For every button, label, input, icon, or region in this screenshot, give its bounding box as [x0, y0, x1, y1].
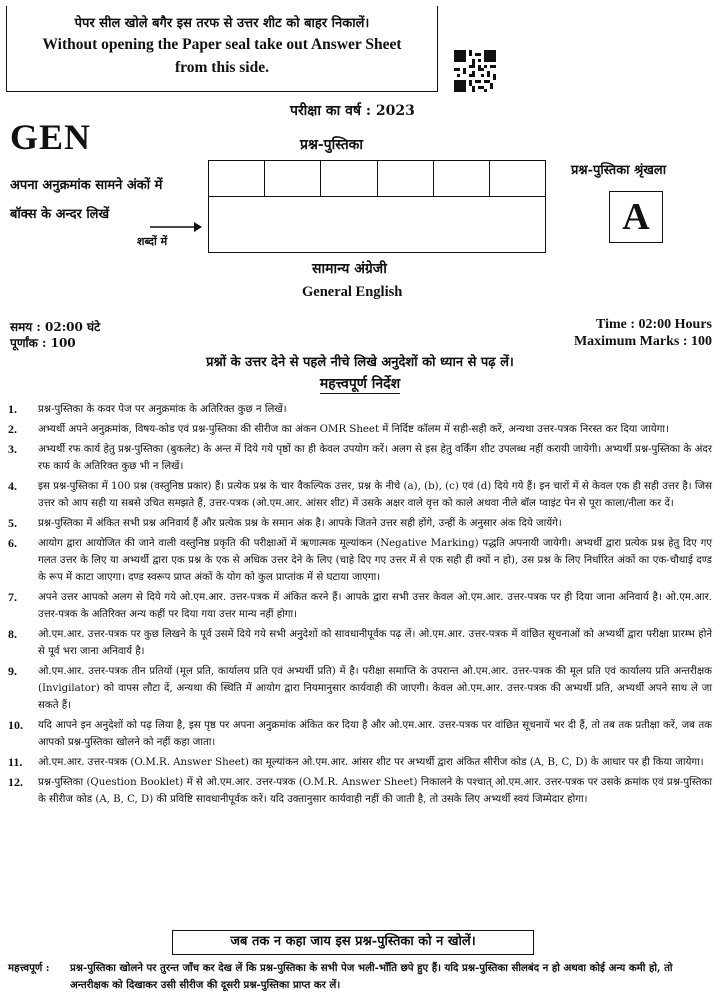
item-number: 2.: [8, 422, 17, 436]
item-number: 5.: [8, 516, 17, 530]
item-number: 12.: [8, 775, 23, 789]
roll-digit-box[interactable]: [434, 161, 490, 196]
seal-instruction-box: [6, 6, 438, 92]
item-number: 7.: [8, 590, 17, 604]
time-english: Time : 02:00 Hours: [595, 317, 712, 332]
roll-digit-box[interactable]: [209, 161, 265, 196]
important-heading: [0, 374, 720, 393]
seal-english-line1: Without opening the Paper seal take out Answer Sheet: [42, 36, 402, 53]
list-item: [8, 774, 712, 808]
roll-number-digit-boxes[interactable]: [208, 160, 546, 197]
list-item: [8, 754, 712, 771]
list-item: [8, 421, 712, 438]
in-words-label: शब्दों में: [137, 235, 168, 248]
item-text: प्रश्न-पुस्तिका के कवर पेज पर अनुक्रमांक के अतिरिक्त कुछ न लिखें।: [38, 404, 287, 415]
booklet-series-label: प्रश्न-पुस्तिका श्रृंखला: [571, 163, 667, 178]
roll-digit-box[interactable]: [321, 161, 377, 196]
marks-english: Maximum Marks : 100: [573, 334, 712, 349]
roll-number-instruction: [10, 171, 162, 229]
marks-hindi: पूर्णांक : 100: [10, 336, 76, 350]
item-text: ओ.एम.आर. उत्तर-पत्रक तीन प्रतियों (मूल प्रति, कार्यालय प्रति एवं अभ्यर्थी प्रति) में है। परीक्षा समाप्ति के उपरान्त ओ.एम.आर. उत्तर-पत्रक की मूल प्रति एवं कार्यालय प्रति अन्तरीक्षक (Invigilator) को वापस लौटा दें, अन्यथा की स्थिति में आयोग द्वारा नियमानुसार कार्यवाही की जाएगी। केवल ओ.एम.आर. उत्तर-पत्रक की अभ्यर्थी प्रति, अभ्यर्थी अपने साथ ले जा सकते हैं।: [38, 666, 712, 711]
roll-instruction-line2: बॉक्स के अन्दर लिखें: [10, 207, 110, 222]
paper-code: GEN: [10, 117, 92, 157]
list-item: [8, 589, 712, 623]
item-number: 10.: [8, 718, 23, 732]
time-marks-hindi: [10, 319, 100, 351]
note-label: महत्त्वपूर्ण :: [8, 962, 50, 974]
list-item: [8, 535, 712, 586]
arrow-right-icon: [150, 222, 202, 232]
item-number: 1.: [8, 402, 17, 416]
item-text: प्रश्न-पुस्तिका में अंकित सभी प्रश्न अनिवार्य हैं और प्रत्येक प्रश्न के समान अंक है। आपके जितने उत्तर सही होंगे, उन्हीं के अनुसार अंक दिये जायेंगे।: [38, 518, 562, 529]
list-item: [8, 663, 712, 714]
subject-english: General English: [302, 284, 403, 300]
important-heading-text: महत्त्वपूर्ण निर्देश: [319, 376, 401, 392]
seal-hindi-text: पेपर सील खोले बगैर इस तरफ से उत्तर शीट को बाहर निकालें।: [74, 16, 370, 31]
roll-digit-box[interactable]: [378, 161, 434, 196]
list-item: [8, 441, 712, 475]
item-text: आयोग द्वारा आयोजित की जाने वाली वस्तुनिष्ठ प्रकृति की परीक्षाओं में ऋणात्मक मूल्यांकन (Negative Marking) पद्धति अपनायी जायेगी। अभ्यर्थी द्वारा प्रत्येक प्रश्न हेतु दिए गए गलत उत्तर के लिए या अभ्यर्थी द्वारा एक प्रश्न के एक से अधिक उत्तर देने के लिए (चाहे दिए गए उत्तर में से एक सही ही क्यों न हो), उस प्रश्न के लिए निर्धारित अंकों का एक-चौथाई दण्ड के रूप में काटा जाएगा। दण्ड स्वरूप प्राप्त अंकों के योग को कुल प्राप्तांक में से घटाया जाएगा।: [38, 538, 712, 583]
item-number: 4.: [8, 479, 17, 493]
list-item: [8, 515, 712, 532]
item-text: ओ.एम.आर. उत्तर-पत्रक पर कुछ लिखने के पूर्व उसमें दिये गये सभी अनुदेशों को सावधानीपूर्वक पढ़ लें। ओ.एम.आर. उत्तर-पत्रक में वांछित सूचनाओं को अभ्यर्थी द्वारा परीक्षा प्रारम्भ होने से पूर्व भरा जाना अनिवार्य है।: [38, 629, 712, 657]
list-item: [8, 478, 712, 512]
list-item: [8, 401, 712, 418]
roll-instruction-line1: अपना अनुक्रमांक सामने अंकों में: [10, 178, 163, 193]
item-text: ओ.एम.आर. उत्तर-पत्रक (O.M.R. Answer Sheet) का मूल्यांकन ओ.एम.आर. आंसर शीट पर अभ्यर्थी द्वारा अंकित सीरीज कोड (A, B, C, D) के आधार पर ही किया जायेगा।: [38, 757, 704, 768]
qr-code-icon: [454, 50, 496, 92]
item-number: 3.: [8, 442, 17, 456]
exam-year: परीक्षा का वर्ष : 2023: [290, 103, 415, 119]
list-item: [8, 626, 712, 660]
booklet-label: प्रश्न-पुस्तिका: [300, 137, 364, 153]
roll-digit-box[interactable]: [490, 161, 545, 196]
important-note: [8, 960, 714, 994]
roll-digit-box[interactable]: [265, 161, 321, 196]
roll-number-words-box[interactable]: [208, 196, 546, 253]
subject-hindi: सामान्य अंग्रेजी: [312, 261, 387, 277]
item-number: 9.: [8, 664, 17, 678]
item-text: प्रश्न-पुस्तिका (Question Booklet) में से ओ.एम.आर. उत्तर-पत्रक (O.M.R. Answer Sheet) निकालने के पश्चात् ओ.एम.आर. उत्तर-पत्रक पर उसके क्रमांक एवं प्रश्न-पुस्तिका के सीरीज कोड (A, B, C, D) की प्रविष्टि सावधानीपूर्वक करें। यदि उक्तानुसार कार्यवाही नहीं की जाती है, तो उसके लिए अभ्यर्थी स्वयं जिम्मेदार होगा।: [38, 777, 712, 805]
item-text: यदि आपने इन अनुदेशों को पढ़ लिया है, इस पृष्ठ पर अपना अनुक्रमांक अंकित कर दिया है और ओ.एम.आर. उत्तर-पत्रक पर वांछित सूचनायें भर दी हैं, तो तब तक प्रतीक्षा करें, जब तक आपको प्रश्न-पुस्तिका खोलने को नहीं कहा जाता।: [38, 720, 712, 748]
item-number: 6.: [8, 536, 17, 550]
item-text: अभ्यर्थी अपने अनुक्रमांक, विषय-कोड एवं प्रश्न-पुस्तिका की सीरीज का अंकन OMR Sheet में निर्दिष्ट कॉलम में सही-सही करें, अन्यथा उत्तर-पत्रक निरस्त कर दिया जायेगा।: [38, 424, 669, 435]
time-hindi: समय : 02:00 घंटे: [10, 320, 101, 334]
item-text: अभ्यर्थी रफ कार्य हेतु प्रश्न-पुस्तिका (बुकलेट) के अन्त में दिये गये पृष्ठों का ही केवल उपयोग करें। अलग से इस हेतु वर्किंग शीट उपलब्ध नहीं करायी जायेगी। अभ्यर्थी प्रश्न-पुस्तिका के अंदर रफ कार्य के अतिरिक्त कुछ भी न लिखें।: [38, 444, 712, 472]
list-item: [8, 717, 712, 751]
item-text: इस प्रश्न-पुस्तिका में 100 प्रश्न (वस्तुनिष्ठ प्रकार) हैं। प्रत्येक प्रश्न के चार वैकल्पिक उत्तर, प्रश्न के नीचे (a), (b), (c) एवं (d) दिये गये हैं। इन चारों में से केवल एक ही सही उत्तर है। जिस उत्तर को आप सही या सबसे उचित समझते हैं, उत्तर-पत्रक (ओ.एम.आर. आंसर शीट) में उसके अक्षर वाले वृत्त को काले अथवा नीले बॉल प्वाइंट पेन से पूरा काला/नीला कर दें।: [38, 481, 712, 509]
instruction-list: [8, 401, 712, 811]
time-marks-english: [574, 316, 712, 350]
seal-english-line2: from this side.: [174, 59, 269, 76]
note-text: प्रश्न-पुस्तिका खोलने पर तुरन्त जाँच कर देख लें कि प्रश्न-पुस्तिका के सभी पेज भली-भाँति छपे हुए हैं। यदि प्रश्न-पुस्तिका सीलबंद न हो अथवा कोई अन्य कमी हो, तो अन्तरीक्षक को दिखाकर उसी सीरीज की दूसरी प्रश्न-पुस्तिका प्राप्त कर लें।: [70, 962, 673, 991]
item-number: 8.: [8, 627, 17, 641]
item-text: अपने उत्तर आपको अलग से दिये गये ओ.एम.आर. उत्तर-पत्रक में अंकित करने हैं। आपके द्वारा सभी उत्तर केवल ओ.एम.आर. उत्तर-पत्रक पर ही दिया जाना अनिवार्य है। ओ.एम.आर. उत्तर-पत्रक के अतिरिक्त अन्य कहीं पर दिया गया उत्तर मान्य नहीं होगा।: [38, 592, 712, 620]
preamble-text: प्रश्नों के उत्तर देने से पहले नीचे लिखे अनुदेशों को ध्यान से पढ़ लें।: [206, 355, 514, 370]
booklet-series-value: A: [609, 191, 663, 243]
do-not-open-notice: जब तक न कहा जाय इस प्रश्न-पुस्तिका को न खोलें।: [172, 930, 534, 955]
item-number: 11.: [8, 755, 23, 769]
